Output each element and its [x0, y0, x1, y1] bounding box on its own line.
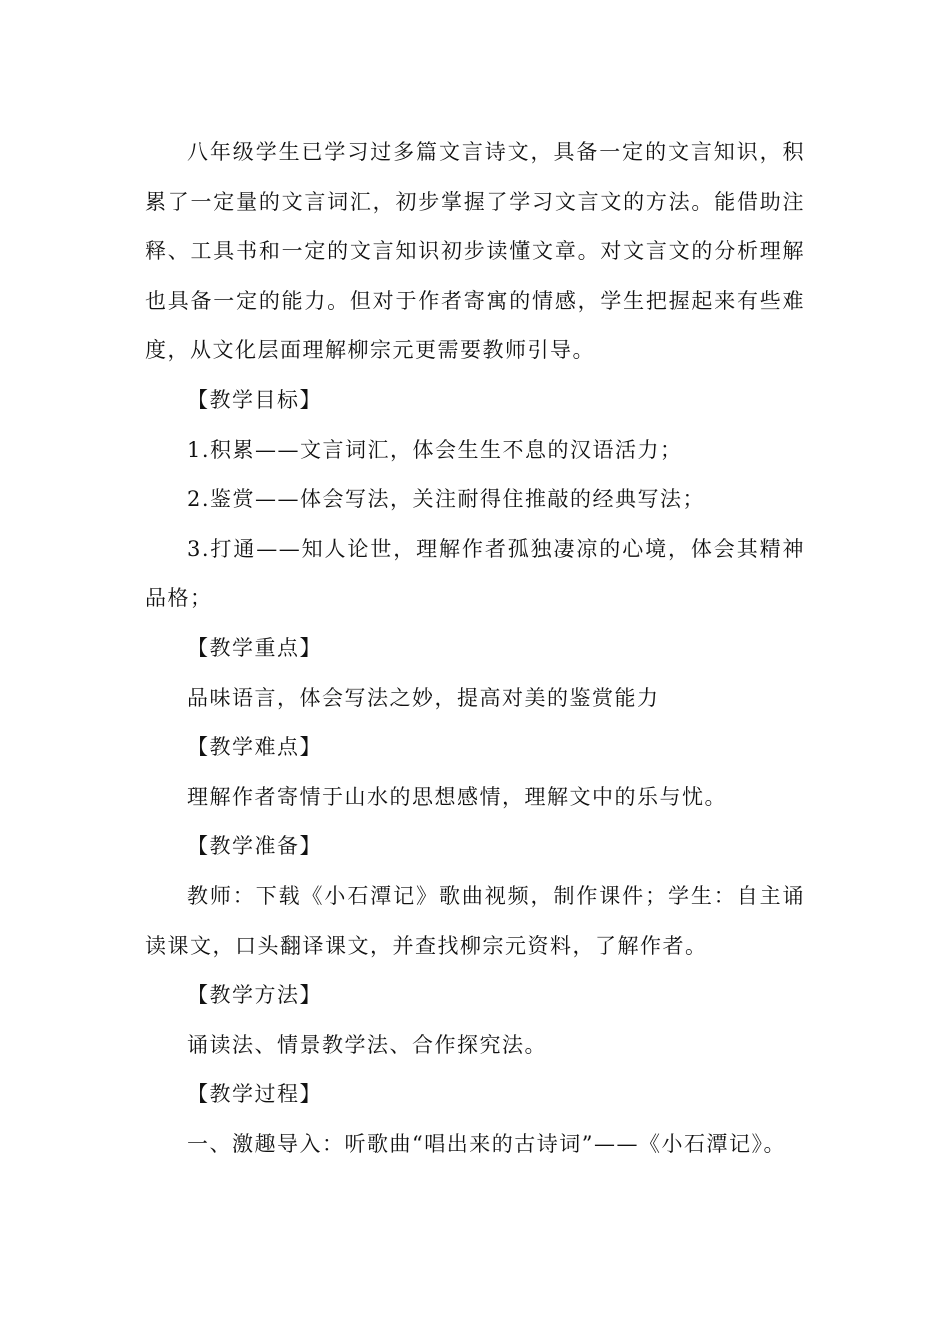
key-points-heading: 【教学重点】: [187, 635, 322, 660]
objective-item-2: 2.鉴赏——体会写法，关注耐得住推敲的经典写法；: [187, 487, 706, 512]
preparation-text: 教师：下载《小石潭记》歌曲视频，制作课件；学生：自主诵读课文，口头翻译课文，并查找柳宗元资料，了解作者。: [145, 883, 805, 958]
key-points-text: 品味语言，体会写法之妙，提高对美的鉴赏能力: [187, 685, 660, 710]
objectives-heading: 【教学目标】: [187, 387, 322, 412]
document-body: [145, 128, 805, 1169]
methods-text: 诵读法、情景教学法、合作探究法。: [187, 1032, 547, 1057]
difficulties-heading: 【教学难点】: [187, 735, 322, 760]
process-step-1: 一、激趣导入：听歌曲“唱出来的古诗词”——《小石潭记》。: [187, 1131, 786, 1156]
objective-item-1: 1.积累——文言词汇，体会生生不息的汉语活力；: [187, 437, 683, 462]
process-heading: 【教学过程】: [187, 1082, 322, 1107]
intro-paragraph: 八年级学生已学习过多篇文言诗文，具备一定的文言知识，积累了一定量的文言词汇，初步掌握了学习文言文的方法。能借助注释、工具书和一定的文言知识初步读懂文章。对文言文的分析理解也具备一定的能力。但对于作者寄寓的情感，学生把握起来有些难度，从文化层面理解柳宗元更需要教师引导。: [145, 140, 805, 363]
difficulties-text: 理解作者寄情于山水的思想感情，理解文中的乐与忧。: [187, 784, 727, 809]
objective-item-3: 3.打通——知人论世，理解作者孤独凄凉的心境，体会其精神品格；: [145, 536, 805, 611]
methods-heading: 【教学方法】: [187, 983, 322, 1008]
preparation-heading: 【教学准备】: [187, 834, 322, 859]
